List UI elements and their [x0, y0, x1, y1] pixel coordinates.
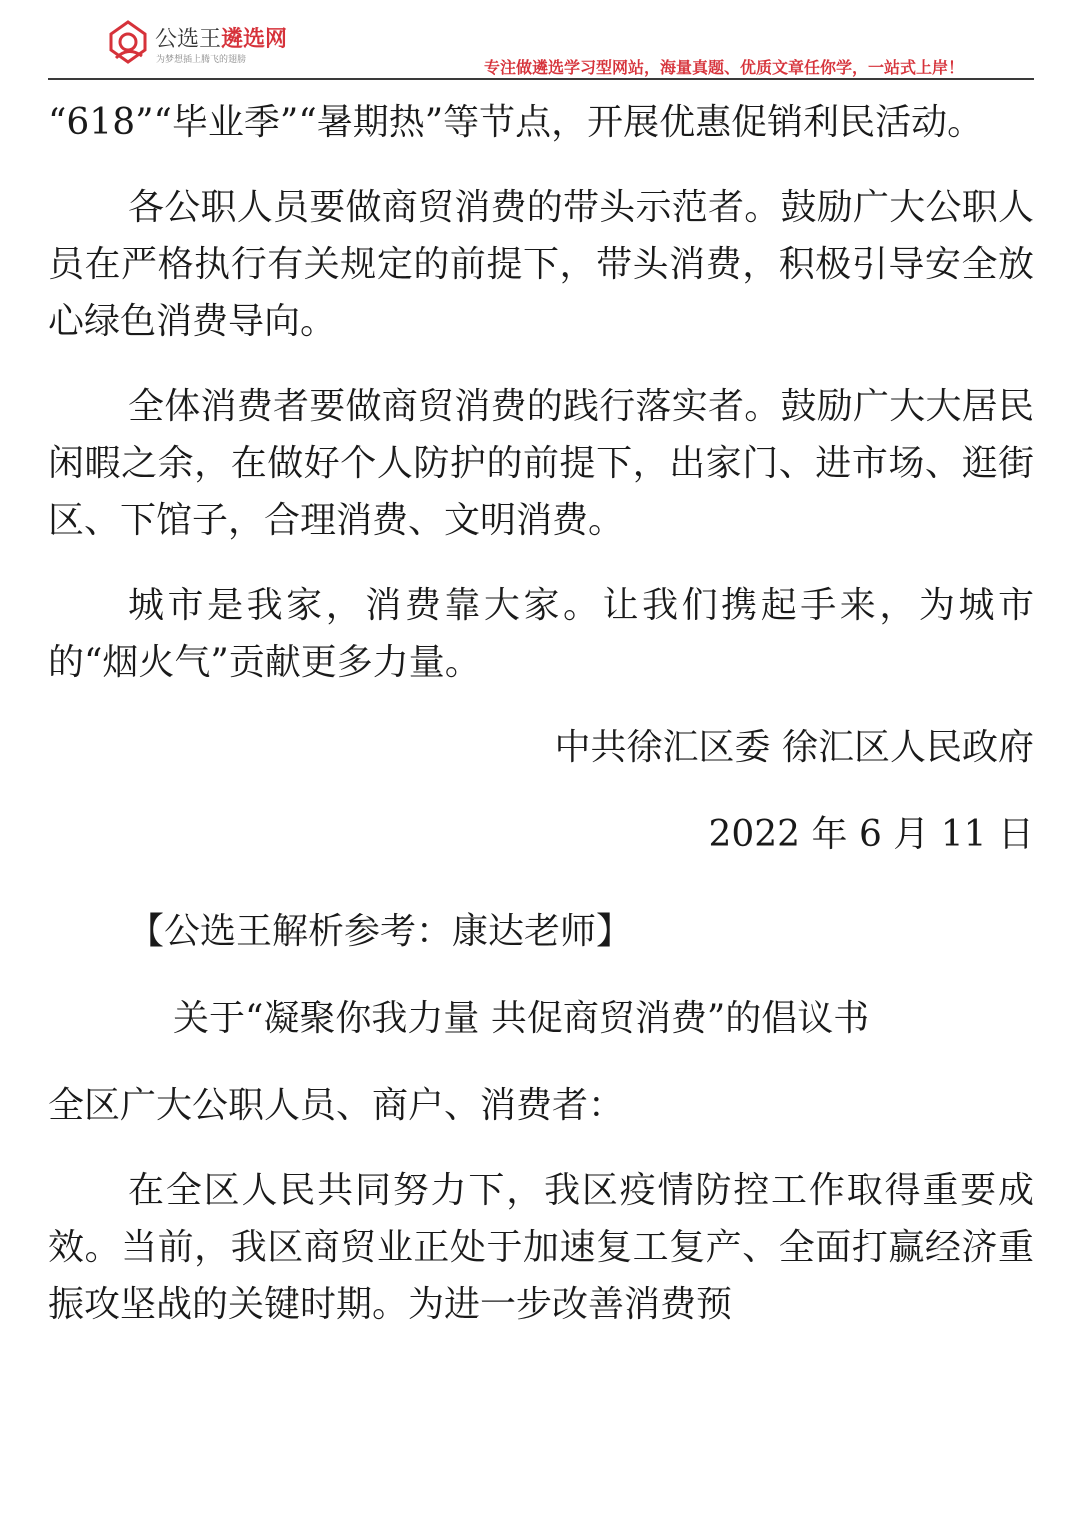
header-slogan: 专注做遴选学习型网站，海量真题、优质文章任你学，一站式上岸！ — [483, 58, 964, 77]
page-header — [0, 0, 1080, 82]
logo-name: 公选王 — [155, 27, 222, 52]
signature: 中共徐汇区委 徐汇区人民政府 — [554, 727, 1034, 768]
paragraph-5: 在全区人民共同努力下，我区疫情防控工作取得重要成效。当前，我区商贸业正处于加速复工复产、全面打赢经济重振攻坚战的关键时期。为进一步改善消费预 — [48, 1170, 1034, 1325]
logo-site: 遴选网 — [221, 27, 288, 52]
paragraph-1: “618”“毕业季”“暑期热”等节点，开展优惠促销利民活动。 — [48, 102, 984, 143]
date: 2022 年 6 月 11 日 — [708, 814, 1034, 855]
logo-tagline: 为梦想插上腾飞的翅膀 — [156, 55, 247, 65]
header-divider — [48, 78, 1034, 80]
document-body — [48, 94, 1034, 1361]
logo-icon — [108, 20, 148, 64]
analysis-heading: 【公选王解析参考：康达老师】 — [128, 911, 633, 952]
document-title: 关于“凝聚你我力量 共促商贸消费”的倡议书 — [173, 998, 870, 1039]
paragraph-2: 各公职人员要做商贸消费的带头示范者。鼓励广大公职人员在严格执行有关规定的前提下，带头消费，积极引导安全放心绿色消费导向。 — [48, 187, 1034, 342]
paragraph-4: 城市是我家，消费靠大家。让我们携起手来，为城市的“烟火气”贡献更多力量。 — [48, 585, 1034, 683]
logo-text — [155, 22, 287, 53]
salutation: 全区广大公职人员、商户、消费者： — [48, 1085, 625, 1126]
paragraph-3: 全体消费者要做商贸消费的践行落实者。鼓励广大大居民闲暇之余，在做好个人防护的前提下，出家门、进市场、逛街区、下馆子，合理消费、文明消费。 — [48, 386, 1034, 541]
